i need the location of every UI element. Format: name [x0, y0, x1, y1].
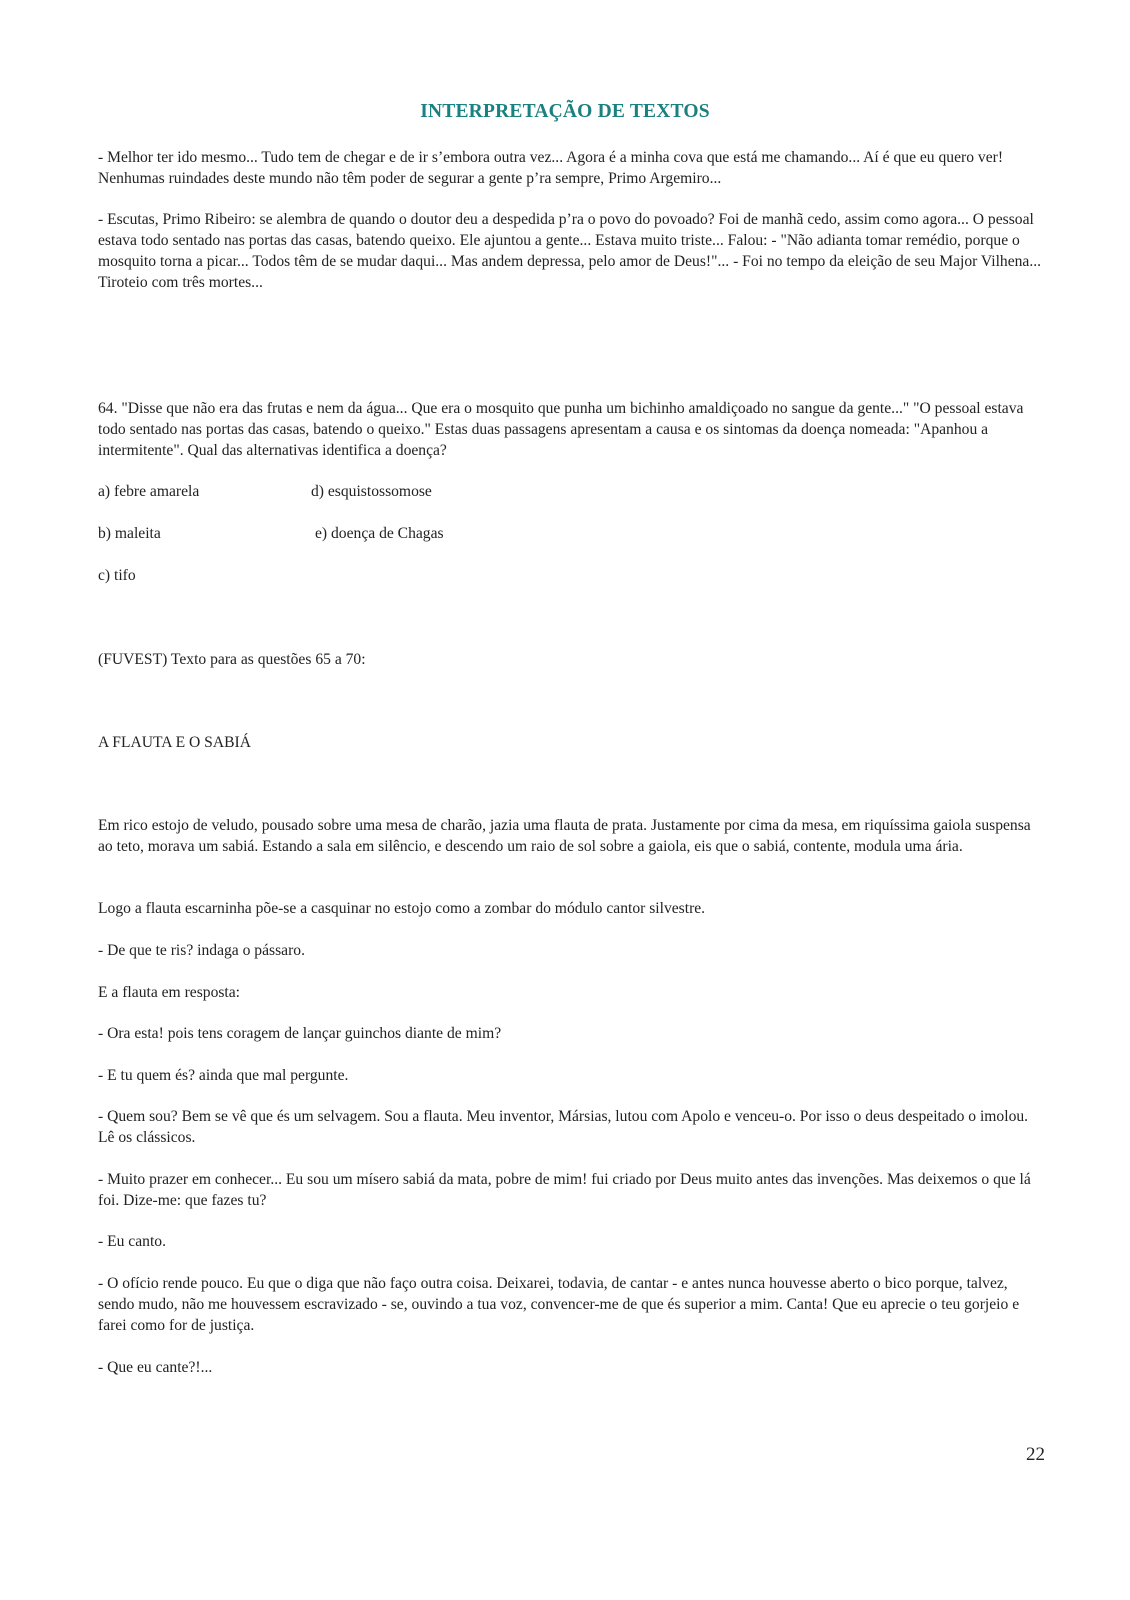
story-title: A FLAUTA E O SABIÁ	[98, 734, 251, 751]
story-paragraph-2: Logo a flauta escarninha põe-se a casquinar no estojo como a zombar do módulo cantor silvestre.	[98, 900, 706, 917]
story-paragraph-11: - Que eu cante?!...	[98, 1359, 213, 1376]
story-paragraph-9: - Eu canto.	[98, 1233, 166, 1250]
story-paragraph-5: - Ora esta! pois tens coragem de lançar guinchos diante de mim?	[98, 1025, 502, 1042]
story-paragraph-10: - O ofício rende pouco. Eu que o diga que não faço outra coisa. Deixarei, todavia, de cantar - e antes nunca houvesse aberto o bico porque, talvez, sendo mudo, não me houvessem escravizado - se, ouvindo a tua voz, convencer-me de que és superior a mim. Canta! Que eu aprecie o teu gorjeio e farei como for de justiça.	[98, 1275, 1020, 1334]
option-c: c) tifo	[98, 567, 136, 584]
option-b: b) maleita	[98, 525, 161, 542]
story-paragraph-3: - De que te ris? indaga o pássaro.	[98, 942, 305, 959]
story-paragraph-1: Em rico estojo de veludo, pousado sobre uma mesa de charão, jazia uma flauta de prata. Justamente por cima da mesa, em riquíssima gaiola suspensa ao teto, morava um sabiá. Estando a sala em silêncio, e descendo um raio de sol sobre a gaiola, eis que o sabiá, contente, modula uma ária.	[98, 817, 1031, 855]
story-paragraph-7: - Quem sou? Bem se vê que és um selvagem. Sou a flauta. Meu inventor, Mársias, lutou com Apolo e venceu-o. Por isso o deus despeitado o imolou. Lê os clássicos.	[98, 1108, 1029, 1146]
story-paragraph-4: E a flauta em resposta:	[98, 984, 241, 1001]
source-heading: (FUVEST) Texto para as questões 65 a 70:	[98, 651, 366, 668]
intro-paragraph-1: - Melhor ter ido mesmo... Tudo tem de chegar e de ir s’embora outra vez... Agora é a minha cova que está me chamando... Aí é que eu quero ver! Nenhumas ruindades deste mundo não têm poder de segurar a gente p’ra sempre, Primo Argemiro...	[98, 149, 1004, 187]
story-paragraph-8: - Muito prazer em conhecer... Eu sou um mísero sabiá da mata, pobre de mim! fui criado por Deus muito antes das invenções. Mas deixemos o que lá foi. Dize-me: que fazes tu?	[98, 1171, 1031, 1209]
page-number: 22	[1026, 1444, 1045, 1465]
page-title: INTERPRETAÇÃO DE TEXTOS	[420, 101, 710, 122]
option-a: a) febre amarela	[98, 483, 200, 500]
option-e: e) doença de Chagas	[315, 525, 444, 542]
intro-paragraph-2: - Escutas, Primo Ribeiro: se alembra de quando o doutor deu a despedida p’ra o povo do povoado? Foi de manhã cedo, assim como agora... O pessoal estava todo sentado nas portas das casas, batendo queixo. Ele ajuntou a gente... Estava muito triste... Falou: - "Não adianta tomar remédio, porque o mosquito torna a picar... Todos têm de se mudar daqui... Mas andem depressa, pelo amor de Deus!"... - Foi no tempo da eleição de seu Major Vilhena... Tiroteio com três mortes...	[98, 211, 1042, 291]
option-d: d) esquistossomose	[311, 483, 432, 500]
story-paragraph-6: - E tu quem és? ainda que mal pergunte.	[98, 1067, 349, 1084]
question-64-text: 64. "Disse que não era das frutas e nem da água... Que era o mosquito que punha um bichinho amaldiçoado no sangue da gente..." "O pessoal estava todo sentado nas portas das casas, batendo o queixo." Estas duas passagens apresentam a causa e os sintomas da doença nomeada: "Apanhou a intermitente". Qual das alternativas identifica a doença?	[98, 400, 1024, 459]
